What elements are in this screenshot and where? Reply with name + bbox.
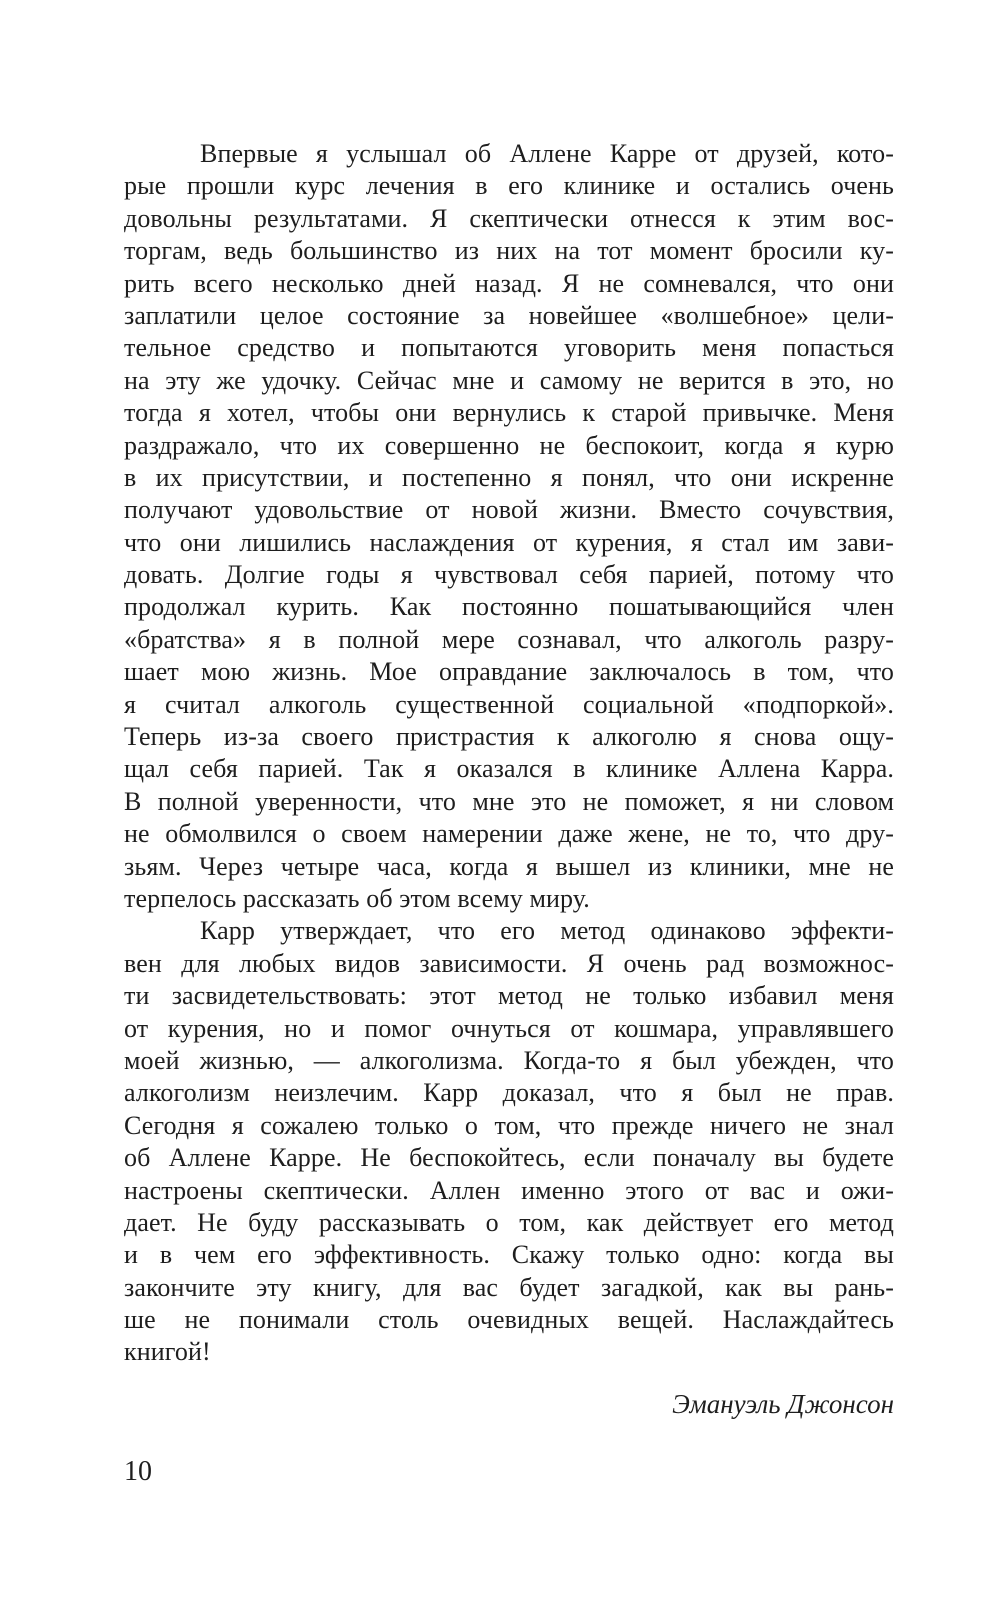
paragraph-line: продолжал курить. Как постоянно пошатывающийся член	[124, 592, 894, 622]
paragraph-line: довать. Долгие годы я чувствовал себя парией, потому что	[124, 560, 894, 590]
paragraph-line: зьям. Через четыре часа, когда я вышел из клиники, мне не	[124, 851, 894, 881]
paragraph-line: от курения, но и помог очнуться от кошмара, управлявшего	[124, 1013, 894, 1043]
paragraph-line: «братства» я в полной мере сознавал, что алкоголь разру-	[124, 624, 894, 654]
author-signature: Эмануэль Джонсон	[672, 1389, 894, 1419]
paragraph-line: терпелось рассказать об этом всему миру.	[124, 883, 590, 913]
paragraph-line: шает мою жизнь. Мое оправдание заключалось в том, что	[124, 657, 894, 687]
paragraph-line: закончите эту книгу, для вас будет загадкой, как вы рань-	[124, 1272, 894, 1302]
paragraph-line: ти засвидетельствовать: этот метод не только избавил меня	[124, 981, 894, 1011]
paragraph-line: ше не понимали столь очевидных вещей. Наслаждайтесь	[124, 1305, 894, 1335]
paragraph-line: тогда я хотел, чтобы они вернулись к старой привычке. Меня	[124, 398, 894, 428]
paragraph-line: на эту же удочку. Сейчас мне и самому не верится в это, но	[124, 365, 894, 395]
paragraph-line: моей жизнью, — алкоголизма. Когда-то я был убежден, что	[124, 1045, 894, 1075]
paragraph-line: не обмолвился о своем намерении даже жене, не то, что дру-	[124, 819, 894, 849]
paragraph-line: Теперь из-за своего пристрастия к алкоголю я снова ощу-	[124, 722, 894, 752]
paragraph-line: получают удовольствие от новой жизни. Вместо сочувствия,	[124, 495, 894, 525]
paragraph-line: торгам, ведь большинство из них на тот момент бросили ку-	[124, 236, 894, 266]
paragraph-line: вен для любых видов зависимости. Я очень рад возможнос-	[124, 948, 894, 978]
paragraph-line: Карр утверждает, что его метод одинаково эффекти-	[200, 916, 894, 946]
paragraph-line: щал себя парией. Так я оказался в клинике Аллена Карра.	[124, 754, 894, 784]
paragraph-1	[124, 138, 894, 915]
body-text	[124, 138, 894, 1369]
paragraph-line: довольны результатами. Я скептически отнесся к этим вос-	[124, 203, 894, 233]
paragraph-line: книгой!	[124, 1337, 211, 1367]
paragraph-line: рить всего несколько дней назад. Я не сомневался, что они	[124, 268, 894, 298]
paragraph-line: тельное средство и попытаются уговорить меня попасться	[124, 333, 894, 363]
paragraph-line: В полной уверенности, что мне это не поможет, я ни словом	[124, 786, 894, 816]
paragraph-line: Впервые я услышал об Аллене Карре от друзей, кото-	[200, 139, 894, 168]
paragraph-line: и в чем его эффективность. Скажу только одно: когда вы	[124, 1240, 894, 1270]
paragraph-line: раздражало, что их совершенно не беспокоит, когда я курю	[124, 430, 894, 460]
paragraph-line: я считал алкоголь существенной социальной «подпоркой».	[124, 689, 894, 719]
page-number: 10	[124, 1456, 152, 1487]
paragraph-line: алкоголизм неизлечим. Карр доказал, что я был не прав.	[124, 1078, 894, 1108]
paragraph-2	[124, 915, 894, 1368]
paragraph-line: Сегодня я сожалею только о том, что прежде ничего не знал	[124, 1110, 894, 1140]
paragraph-line: что они лишились наслаждения от курения, я стал им зави-	[124, 527, 894, 557]
paragraph-line: настроены скептически. Аллен именно этого от вас и ожи-	[124, 1175, 894, 1205]
paragraph-line: дает. Не буду рассказывать о том, как действует его метод	[124, 1207, 894, 1237]
paragraph-line: в их присутствии, и постепенно я понял, что они искренне	[124, 462, 894, 492]
paragraph-line: об Аллене Карре. Не беспокойтесь, если поначалу вы будете	[124, 1143, 894, 1173]
paragraph-line: заплатили целое состояние за новейшее «волшебное» цели-	[124, 300, 894, 330]
paragraph-line: рые прошли курс лечения в его клинике и остались очень	[124, 171, 894, 201]
